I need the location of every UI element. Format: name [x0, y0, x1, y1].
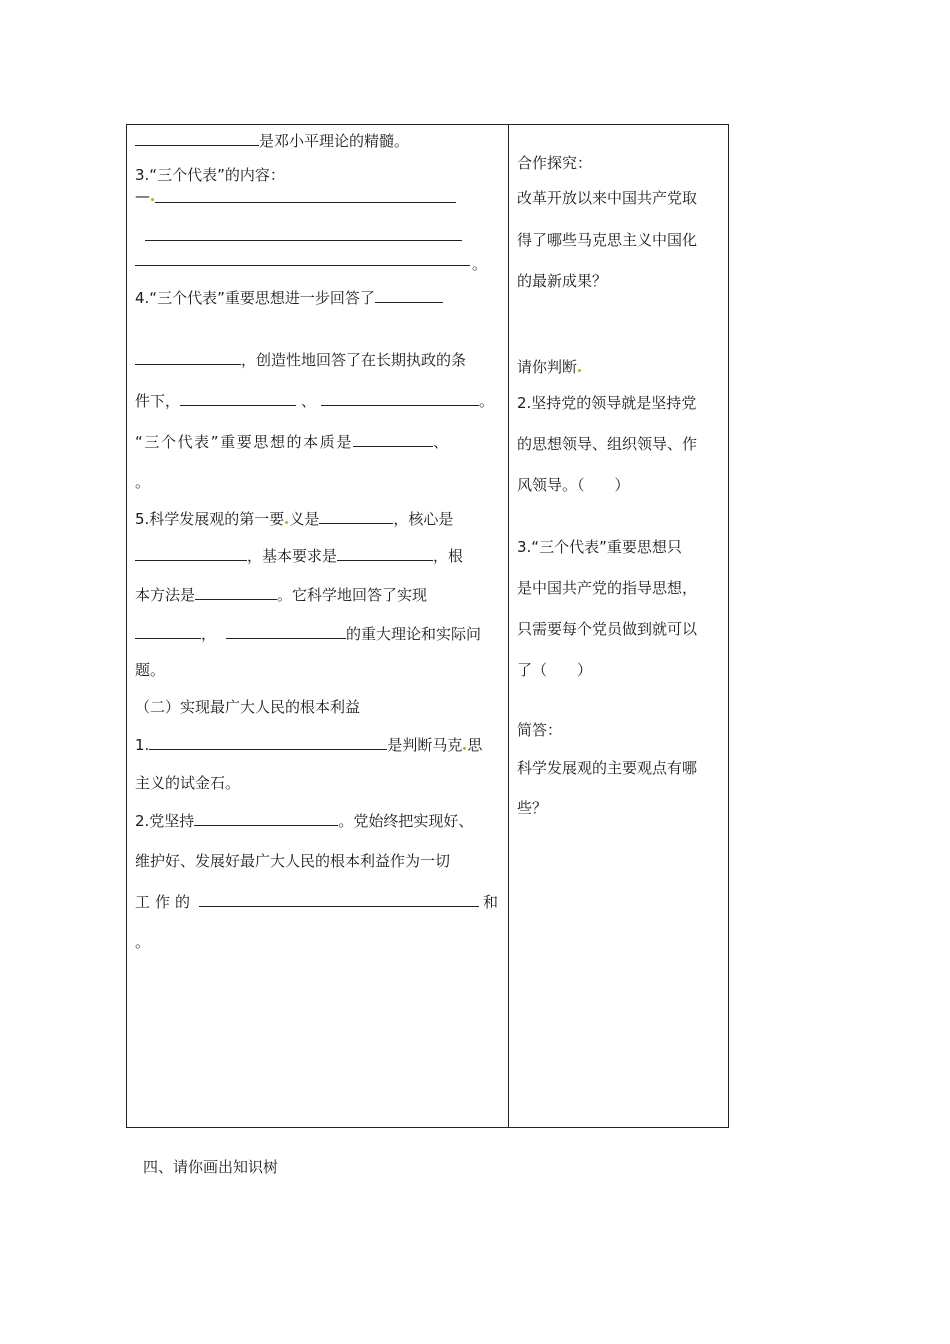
blank[interactable]: [194, 810, 338, 826]
line-19: [135, 891, 498, 912]
heading-short-answer: 简答：: [517, 721, 563, 739]
blank-rule[interactable]: [135, 265, 470, 266]
line-10: [135, 545, 463, 566]
blank[interactable]: [135, 130, 259, 146]
heading-judge: 请你判断: [517, 358, 578, 376]
line-12: [135, 623, 481, 644]
text: 义是: [289, 510, 320, 528]
r-line-4: [517, 271, 607, 291]
r-line-13: [517, 720, 562, 740]
blank[interactable]: [195, 584, 277, 600]
text: 的重大理论和实际问: [346, 625, 482, 643]
spaced-text: [135, 892, 195, 912]
blank[interactable]: [135, 545, 247, 561]
text: 1.: [135, 736, 150, 754]
dash: —: [135, 187, 150, 205]
text: ，核心是: [393, 510, 454, 528]
line-13: [135, 660, 165, 680]
text: 。党始终把实现好、: [338, 812, 474, 830]
blank[interactable]: [135, 349, 241, 365]
char: 工: [135, 893, 151, 911]
text: 科学发展观的主要观点有哪: [517, 759, 698, 777]
blank[interactable]: [226, 623, 346, 639]
text: 。: [479, 392, 495, 410]
line-2-dash: [135, 186, 155, 206]
text: ，: [201, 625, 217, 643]
r-line-7: [517, 434, 697, 454]
text: 思: [467, 736, 483, 754]
line-18: [135, 851, 450, 871]
blank[interactable]: [319, 508, 393, 524]
line-8: [135, 472, 150, 492]
text: 。它科学地回答了实现: [277, 586, 428, 604]
line-5: [135, 349, 466, 370]
r-line-1: [517, 153, 592, 173]
blank[interactable]: [199, 891, 479, 907]
mark-dot: [285, 521, 288, 524]
line-1: [135, 130, 409, 151]
r-line-8: [517, 475, 630, 495]
blank[interactable]: [180, 390, 296, 406]
blank[interactable]: [375, 287, 443, 303]
text: 5.科学发展观的第一要: [135, 510, 285, 528]
r-line-14: [517, 758, 697, 778]
text: 改革开放以来中国共产党取: [517, 189, 698, 207]
r-line-9: [517, 537, 682, 557]
text: 4.“三个代表”重要思想进一步回答了: [135, 289, 375, 307]
section-four-heading: 四、请你画出知识树: [143, 1158, 279, 1176]
text: 是邓小平理论的精髓。: [259, 132, 410, 150]
r-line-6: [517, 393, 696, 413]
text: 3.“三个代表”重要思想只: [517, 538, 682, 556]
line-15: [135, 734, 482, 755]
text: 件下，: [135, 392, 181, 410]
text: 维护好、发展好最广大人民的根本利益作为一切: [135, 852, 451, 870]
blank[interactable]: [337, 545, 433, 561]
line-7: [135, 431, 450, 452]
blank-rule[interactable]: [155, 202, 456, 203]
line-3-end: [472, 254, 487, 274]
blank[interactable]: [149, 734, 387, 750]
mark-dot: [463, 747, 466, 750]
text: 、: [301, 392, 317, 410]
text: 、: [432, 433, 450, 451]
text: 得了哪些马克思主义中国化: [517, 231, 698, 249]
line-4: [135, 287, 443, 308]
text: “三个代表”重要思想的本质是: [135, 433, 353, 451]
r-line-15: [517, 798, 547, 818]
text: 风领导。（ ）: [517, 476, 630, 494]
r-line-2: [517, 188, 697, 208]
text: 。: [135, 933, 151, 951]
char: 作: [155, 893, 171, 911]
text: 2.党坚持: [135, 812, 195, 830]
text: ，基本要求是: [247, 547, 338, 565]
r-line-12: [517, 660, 592, 680]
text: ，根: [433, 547, 464, 565]
r-line-10: [517, 578, 697, 598]
line-14: [135, 697, 360, 717]
r-line-5: [517, 357, 582, 377]
text: 题。: [135, 661, 166, 679]
text: 的思想领导、组织领导、作: [517, 435, 698, 453]
text: 的最新成果？: [517, 272, 608, 290]
text: 是中国共产党的指导思想，: [517, 579, 698, 597]
blank-rule[interactable]: [145, 240, 462, 241]
line-16: [135, 773, 240, 793]
text: 是判断马克: [387, 736, 463, 754]
text: ，创造性地回答了在长期执政的条: [241, 351, 467, 369]
line-11: [135, 584, 427, 605]
line-17: [135, 810, 473, 831]
column-divider: [508, 125, 509, 1127]
text: 本方法是: [135, 586, 196, 604]
text: 2.坚持党的领导就是坚持党: [517, 394, 697, 412]
text: 和: [483, 893, 499, 911]
line-2: [135, 165, 285, 185]
blank[interactable]: [321, 390, 479, 406]
blank[interactable]: [135, 623, 201, 639]
blank[interactable]: [353, 431, 433, 447]
line-20: [135, 932, 150, 952]
r-line-3: [517, 230, 697, 250]
heading-three-represents: 3.“三个代表”的内容：: [135, 166, 285, 184]
text: 只需要每个党员做到就可以: [517, 620, 698, 638]
text: 主义的试金石。: [135, 774, 241, 792]
r-line-11: [517, 619, 697, 639]
line-6: [135, 390, 494, 411]
section-heading: （二）实现最广大人民的根本利益: [135, 698, 361, 716]
text: 。: [472, 255, 488, 273]
line-9: [135, 508, 453, 529]
text: 些？: [517, 799, 548, 817]
heading-cooperative-inquiry: 合作探究：: [517, 154, 593, 172]
mark-dot: [151, 198, 154, 201]
text: 了（ ）: [517, 661, 593, 679]
mark-dot: [578, 369, 581, 372]
char: 的: [175, 893, 191, 911]
text: 。: [135, 473, 151, 491]
